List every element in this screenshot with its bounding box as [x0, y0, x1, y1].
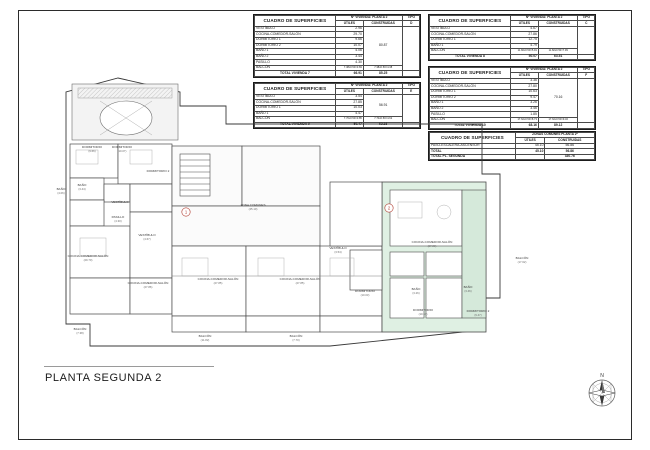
- room-label: VESTÍBULO: [111, 200, 129, 204]
- row-construidas: [538, 26, 578, 48]
- compass-rose-icon: [580, 370, 624, 414]
- table-title: CUADRO DE SUPERFICIES: [430, 16, 511, 27]
- row-utiles: 4.30: [335, 60, 363, 66]
- room-label: COCINA-COMEDOR-SALÓN: [411, 240, 453, 244]
- row-construidas: 11.82x0.50=7.09: [538, 49, 578, 55]
- room-label: COCINA-COMEDOR-SALÓN: [279, 277, 321, 281]
- table-col-unit: ZONAS COMUNES PLANTA 2ª: [515, 133, 594, 138]
- table-col-construidas: CONSTRUIDAS: [538, 73, 578, 78]
- table-total-row: [430, 54, 595, 59]
- row-utiles: 2.96: [335, 26, 363, 32]
- row-name: COCINA-COMEDOR-SALÓN: [430, 84, 511, 90]
- row-utiles: 4.47: [335, 111, 363, 117]
- table-tipo-value: D: [403, 21, 420, 26]
- total-utiles: 66.91: [335, 71, 363, 76]
- row-name: COCINA-COMEDOR-SALÓN: [255, 100, 336, 106]
- row-utiles: 3.46: [510, 106, 538, 112]
- room-label: BAÑO: [77, 183, 87, 187]
- table-col-unit: Nº VIVIENDA: PLANTA 2: [510, 16, 578, 21]
- table-title: CUADRO DE SUPERFICIES: [430, 133, 516, 144]
- row-name: DORMITORIO 1: [430, 89, 511, 95]
- room-label: DORMITORIO: [81, 145, 103, 149]
- row-name: DORMITORIO 2: [255, 43, 336, 49]
- room-area: (9.66): [88, 149, 96, 153]
- table-col-construidas: CONSTRUIDAS: [363, 21, 403, 26]
- row-name: PASILLO: [430, 112, 511, 118]
- row-utiles: 3.54: [335, 94, 363, 100]
- table-tipo-value: E: [403, 89, 420, 94]
- row-name: VESTÍBULO: [430, 26, 511, 32]
- room-label: DORMITORIO: [412, 308, 434, 312]
- row-construidas: 7.38x0.50=4.38: [363, 65, 403, 71]
- table-col-unit: Nº VIVIENDA: PLANTA 2: [335, 16, 403, 21]
- total-label: TOTAL VIVIENDA 7: [255, 71, 336, 76]
- total-label: TOTAL VIVIENDA 8: [430, 54, 511, 59]
- table-col-utiles: ÚTILES: [515, 138, 545, 143]
- row-name: COCINA-COMEDOR-SALÓN: [430, 32, 511, 38]
- room-area: (4.30): [114, 219, 122, 223]
- row-utiles: 10.07: [335, 43, 363, 49]
- row-utiles: 1.85: [510, 112, 538, 118]
- total-utiles: 68.16: [510, 123, 538, 128]
- row-name: DORMITORIO 1: [255, 37, 336, 43]
- row-name: BAÑO 1: [430, 101, 511, 107]
- row-name: VESTÍBULO: [255, 26, 336, 32]
- row-name: VESTÍBULO: [430, 78, 511, 84]
- table-col-tipo: TIPO: [578, 16, 595, 21]
- room-area: (9.47): [474, 313, 482, 317]
- total-construidas: 85.25: [363, 71, 403, 76]
- room-label: ZONA COMUNES: [240, 203, 266, 207]
- room-label: PASILLO: [111, 215, 125, 219]
- room-label: DORMITORIO: [111, 145, 133, 149]
- table-col-construidas: CONSTRUIDAS: [363, 89, 403, 94]
- table-tipo-value: C: [578, 21, 595, 26]
- row-construidas: 56.91: [363, 94, 403, 116]
- row-name: DORMITORIO 1: [430, 37, 511, 43]
- room-area: (29.70): [83, 258, 93, 262]
- row-name: BALCÓN: [255, 65, 336, 71]
- room-area: (11.82): [200, 338, 210, 342]
- room-area: (3.26): [412, 291, 420, 295]
- row-utiles: 4.67: [510, 26, 538, 32]
- room-label: VESTÍBULO: [329, 246, 347, 250]
- row-name: BALCÓN: [255, 117, 336, 123]
- svg-text:1: 1: [184, 209, 188, 215]
- row-utiles: 17.62x0.50=8.73: [510, 117, 538, 123]
- table-col-tipo: TIPO: [403, 16, 420, 21]
- total-label: TOTAL VIVIENDA 9: [255, 122, 336, 127]
- room-label: BAÑO: [411, 287, 421, 291]
- total-label: TOTAL: [430, 149, 516, 154]
- room-label: COCINA-COMEDOR-SALÓN: [197, 277, 239, 281]
- room-area: (3.46): [464, 289, 472, 293]
- room-label: BALCÓN: [515, 256, 529, 260]
- table-tipo-value: F: [578, 73, 595, 78]
- grand-total-label: TOTAL PL. SEGUNDA: [430, 154, 516, 159]
- row-utiles: 4.79: [510, 43, 538, 49]
- room-area: (27.85): [295, 281, 305, 285]
- table-col-utiles: ÚTILES: [335, 89, 363, 94]
- table-title: CUADRO DE SUPERFICIES: [255, 84, 336, 95]
- title-divider: [44, 366, 214, 367]
- room-area: (3.44): [78, 187, 86, 191]
- room-area: (7.38): [76, 331, 84, 335]
- room-label: COCINA-COMEDOR-SALÓN: [127, 281, 169, 285]
- table-col-unit: Nº VIVIENDA: PLANTA 2: [335, 84, 403, 89]
- row-name: BALCÓN: [430, 117, 511, 123]
- room-label: BALCÓN: [289, 334, 303, 338]
- row-name: VESTÍBULO: [255, 94, 336, 100]
- row-utiles: 45.10: [515, 143, 545, 149]
- room-label: VESTÍBULO: [138, 233, 156, 237]
- row-utiles: 3.44: [335, 54, 363, 60]
- row-utiles: 10.63: [510, 89, 538, 95]
- room-area: (3.54): [334, 250, 342, 254]
- room-area: (10.63): [418, 312, 428, 316]
- table-title: CUADRO DE SUPERFICIES: [430, 68, 511, 79]
- row-utiles: 27.86: [510, 32, 538, 38]
- room-area: (10.07): [117, 149, 127, 153]
- room-area: (27.80): [427, 244, 437, 248]
- row-name: BALCÓN: [430, 49, 511, 55]
- table-col-tipo: TIPO: [403, 84, 420, 89]
- table-vivienda-8: [428, 14, 596, 61]
- row-utiles: 11.82x0.50=5.91: [510, 49, 538, 55]
- table-col-construidas: CONSTRUIDAS: [538, 21, 578, 26]
- row-utiles: 4.06: [335, 49, 363, 55]
- svg-text:2: 2: [387, 205, 391, 211]
- table-col-tipo: TIPO: [578, 68, 595, 73]
- room-area: (10.03): [360, 293, 370, 297]
- room-label: BAÑO: [56, 187, 66, 191]
- total-utiles: 50.47: [335, 122, 363, 127]
- row-name: PASILLO: [255, 60, 336, 66]
- row-name: COCINA-COMEDOR-SALÓN: [255, 32, 336, 38]
- room-area: (45.10): [248, 207, 258, 211]
- total-construidas: 63.51: [538, 54, 578, 59]
- row-construidas: 7.70x0.50=4.62: [363, 117, 403, 123]
- room-area: (4.06): [57, 191, 65, 195]
- row-name: PASO-ESCALERA-ASCENSOR: [430, 143, 516, 149]
- room-label: BALCÓN: [73, 327, 87, 331]
- row-construidas: 56.86: [545, 143, 595, 149]
- total-construidas: 63.16: [363, 122, 403, 127]
- row-name: DORMITORIO 2: [430, 95, 511, 101]
- row-name: BAÑO 2: [255, 54, 336, 60]
- room-area: (7.70): [292, 338, 300, 342]
- row-name: BAÑO 1: [255, 111, 336, 117]
- total-construidas: 56.86: [545, 149, 595, 154]
- room-label: DORMITORIO 2: [146, 169, 170, 173]
- row-name: BAÑO 1: [430, 43, 511, 49]
- grand-total-value: 330.76: [545, 154, 595, 159]
- table-title: CUADRO DE SUPERFICIES: [255, 16, 336, 27]
- row-utiles: 27.85: [335, 100, 363, 106]
- row-utiles: 29.70: [335, 32, 363, 38]
- total-label: TOTAL VIVIENDA 10: [430, 123, 511, 128]
- row-construidas: 70.16: [538, 78, 578, 117]
- row-utiles: 27.80: [510, 84, 538, 90]
- row-name: BAÑO 2: [430, 106, 511, 112]
- room-label: COCINA-COMEDOR-SALÓN: [67, 254, 109, 258]
- row-construidas: 80.87: [363, 26, 403, 65]
- room-label: BAÑO: [463, 285, 473, 289]
- row-utiles: 9.47: [510, 95, 538, 101]
- row-utiles: 7.70x0.50=3.85: [335, 117, 363, 123]
- row-utiles: 3.26: [510, 101, 538, 107]
- page-title: PLANTA SEGUNDA 2: [45, 372, 162, 384]
- table-col-construidas: CONSTRUIDAS: [545, 138, 595, 143]
- row-utiles: 9.66: [335, 37, 363, 43]
- table-col-utiles: ÚTILES: [510, 73, 538, 78]
- room-label: BALCÓN: [198, 334, 212, 338]
- row-name: DORMITORIO 1: [255, 105, 336, 111]
- row-utiles: 10.03: [335, 105, 363, 111]
- svg-text:N: N: [600, 373, 604, 379]
- row-construidas: 17.62x0.50=9.32: [538, 117, 578, 123]
- room-area: (4.67): [143, 237, 151, 241]
- table-col-utiles: ÚTILES: [510, 21, 538, 26]
- room-label: DORMITORIO 2: [466, 309, 490, 313]
- total-utiles: 50.07: [510, 54, 538, 59]
- total-utiles: 45.10: [515, 149, 545, 154]
- row-name: BAÑO 1: [255, 49, 336, 55]
- row-utiles: 7.38x0.50=3.69: [335, 65, 363, 71]
- row-utiles: 12.75: [510, 37, 538, 43]
- table-col-utiles: ÚTILES: [335, 21, 363, 26]
- row-utiles: 3.36: [510, 78, 538, 84]
- room-area: (17.62): [517, 260, 527, 264]
- total-construidas: 89.12: [538, 123, 578, 128]
- room-area: (27.85): [213, 281, 223, 285]
- room-label: DORMITORIO: [354, 289, 376, 293]
- table-col-unit: Nº VIVIENDA: PLANTA 2: [510, 68, 578, 73]
- room-area: (27.86): [143, 285, 153, 289]
